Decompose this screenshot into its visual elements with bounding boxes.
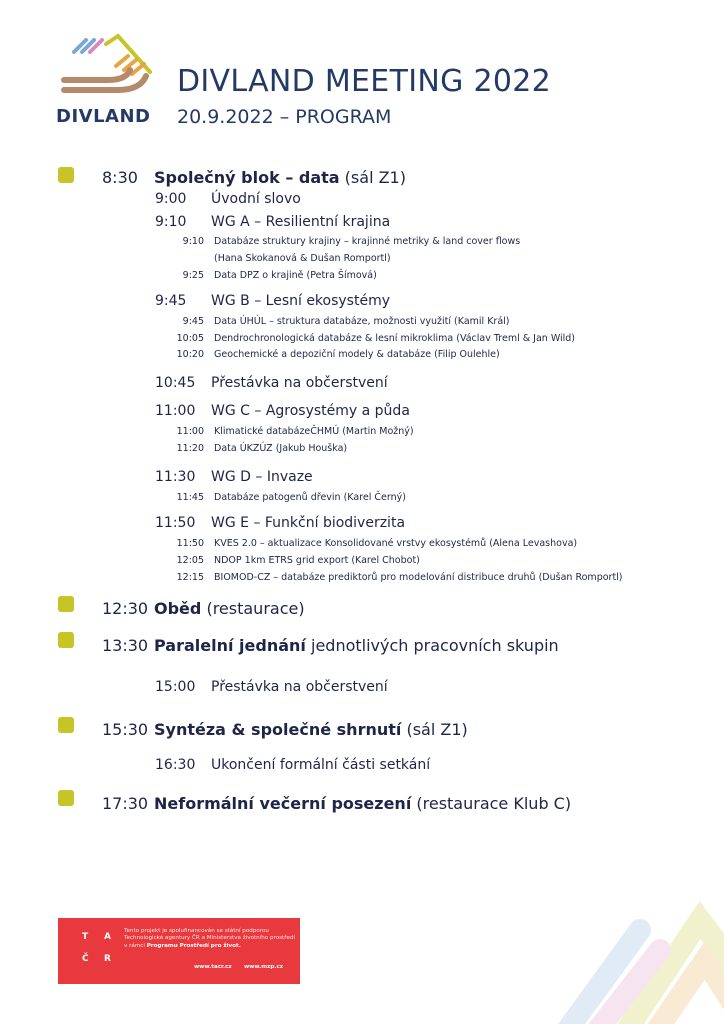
block-note: (restaurace) [201,599,305,618]
talk-time: 9:25 [182,270,204,281]
talk-label: NDOP 1km ETRS grid export (Karel Chobot) [214,555,420,566]
tacr-letter: R [104,954,111,964]
block-title: Neformální večerní posezení [154,794,412,813]
bullet-icon [58,717,74,733]
block-time: 8:30 [102,168,138,187]
mzp-link[interactable]: www.mzp.cz [244,964,284,970]
talk-time: 12:15 [176,572,204,583]
block-time: 13:30 [102,636,149,655]
talk-label: BIOMOD-CZ – databáze prediktorů pro modelování distribuce druhů (Dušan Romportl) [214,572,623,583]
tacr-letter: A [104,932,111,942]
program-block [102,599,305,618]
bullet-icon [58,596,74,612]
block-title: Syntéza & společné shrnutí [154,720,402,739]
item-label: Úvodní slovo [211,191,301,207]
talk-label: Data DPZ o krajině (Petra Šímová) [214,270,377,281]
item-time: 15:00 [155,679,196,695]
item-time: 11:50 [155,515,196,531]
program-item [155,679,388,695]
talk-time: 11:45 [176,492,204,503]
program-item [155,403,410,419]
block-note: (restaurace Klub C) [411,794,572,813]
program-item [155,515,405,531]
talk-time: 12:05 [176,555,204,566]
bullet-icon [58,790,74,806]
talk-row [172,443,347,454]
tacr-funding-banner [58,918,300,984]
talk-row [172,333,575,344]
program-item [155,757,430,773]
talk-label: Dendrochronologická databáze & lesní mikroklima (Václav Treml & Jan Wild) [214,333,576,344]
tacr-letter: Č [82,954,89,964]
item-label: Přestávka na občerstvení [211,375,388,391]
program-block [102,636,559,655]
talk-row [172,555,420,566]
talk-row [172,426,414,437]
talk-label: Databáze struktury krajiny – krajinné metriky & land cover flows [214,236,521,247]
funding-statement [124,928,296,950]
talk-time: 11:50 [176,538,204,549]
logo-text: DIVLAND [56,106,151,127]
talk-row [172,316,510,327]
talk-row [172,349,500,360]
bullet-icon [58,632,74,648]
item-time: 9:45 [155,293,187,309]
page-subtitle: 20.9.2022 – PROGRAM [177,106,392,128]
talk-label: Geochemické a depoziční modely & databáze (Filip Oulehle) [214,349,500,360]
item-label: WG E – Funkční biodiverzita [211,515,406,531]
item-label: Ukončení formální části setkání [211,757,431,773]
program-item [155,469,313,485]
talk-time: 9:45 [182,316,204,327]
talk-time: 11:00 [176,426,204,437]
funding-text: Tento projekt je spolufinancován se státní podporou Technologické agentury ČR a Ministerstva životního prostředí v rámci [124,928,295,949]
talk-row [172,538,577,549]
talk-label: (Hana Skokanová & Dušan Romportl) [214,253,391,264]
talk-time: 11:20 [176,443,204,454]
item-time: 10:45 [155,375,196,391]
block-title: Oběd [154,599,202,618]
item-label: WG D – Invaze [211,469,313,485]
block-time: 12:30 [102,599,149,618]
block-title: Paralelní jednání [154,636,306,655]
page-title: DIVLAND MEETING 2022 [177,64,552,99]
program-block [102,794,571,813]
item-time: 9:10 [155,214,187,230]
bullet-icon [58,167,74,183]
divland-logo [52,30,152,130]
program-item [155,375,388,391]
tacr-link[interactable]: www.tacr.cz [194,964,232,970]
program-item [155,293,390,309]
item-label: Přestávka na občerstvení [211,679,388,695]
program-block [102,168,406,187]
block-time: 17:30 [102,794,149,813]
block-note: jednotlivých pracovních skupin [305,636,559,655]
talk-time: 9:10 [182,236,204,247]
item-time: 9:00 [155,191,187,207]
talk-time: 10:20 [176,349,204,360]
talk-row [172,270,377,281]
talk-label: Databáze patogenů dřevin (Karel Černý) [214,492,406,503]
item-label: WG C – Agrosystémy a půda [211,403,410,419]
program-item [155,191,301,207]
funding-program: Programu Prostředí pro život. [146,942,241,949]
item-time: 11:00 [155,403,196,419]
talk-row [172,492,406,503]
item-label: WG B – Lesní ekosystémy [211,293,391,309]
talk-label: KVES 2.0 – aktualizace Konsolidované vrstvy ekosystémů (Alena Levashova) [214,538,578,549]
block-title: Společný blok – data [154,168,340,187]
divland-logo-mark-icon [56,30,152,100]
talk-row [172,236,520,247]
item-time: 11:30 [155,469,196,485]
talk-row-continued [172,253,391,264]
talk-label: Data ÚHÚL – struktura databáze, možnosti využití (Kamil Král) [214,316,510,327]
block-time: 15:30 [102,720,149,739]
talk-row [172,572,623,583]
program-item [155,214,390,230]
tacr-letter: T [82,932,89,942]
item-label: WG A – Resilientní krajina [211,214,391,230]
talk-label: Klimatické databázeČHMÚ (Martin Možný) [214,426,414,437]
block-note: (sál Z1) [401,720,468,739]
program-block [102,720,468,739]
talk-label: Data ÚKZÚZ (Jakub Houška) [214,443,348,454]
block-note: (sál Z1) [339,168,406,187]
talk-time: 10:05 [176,333,204,344]
item-time: 16:30 [155,757,196,773]
